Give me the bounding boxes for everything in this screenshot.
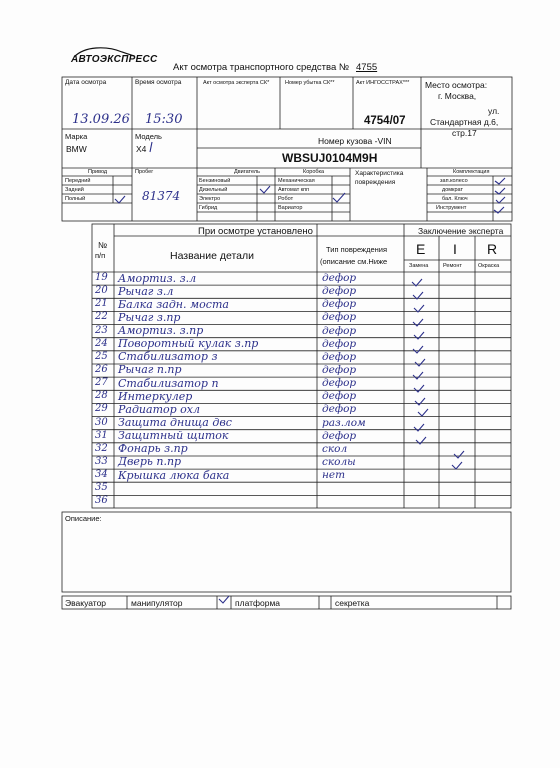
ingos-act-value: 4754/07 [364,115,406,127]
footer-secret: секретка [335,598,370,608]
time-label: Время осмотра [135,79,182,86]
equipment-tools: Инструмент [436,205,467,211]
footer-manipulator: манипулятор [131,598,183,608]
damage-characteristic-label-1: Характеристика [355,170,404,177]
engine-option-diesel: Дизельный [199,187,228,193]
date-value: 13.09.26 [72,112,130,127]
row-number: 29 [95,403,108,415]
engine-label: Двигатель [234,169,260,175]
loss-number-label: Номер убытка СК** [285,80,335,86]
engine-option-electric: Электро [199,196,221,202]
row-number: 31 [95,429,108,441]
vin-label: Номер кузова -VIN [318,136,392,146]
col-damage-type-header-1: Тип повреждения [326,245,388,254]
part-name: Крышка люка бака [118,468,230,482]
drive-option-rear: Задний [65,187,84,193]
time-value: 15:30 [145,112,183,127]
damage-type: дефор [322,403,357,416]
row-number: 33 [95,455,108,467]
gearbox-option-robot: Робот [278,196,294,202]
drive-option-full: Полный [65,196,86,202]
equipment-jack: домкрат [442,187,463,193]
damage-type: дефор [322,324,357,337]
row-number: 26 [95,363,108,375]
ingos-act-label: Акт ИНГОССТРАХ*** [356,80,410,86]
col-part-name-header: Название детали [170,250,254,262]
conclusion-title: Заключение эксперта [418,226,504,236]
gearbox-option-auto: Автомат кпп [278,187,310,193]
drive-option-front: Передний [65,178,91,184]
model-value: X4 [136,144,147,154]
part-name: Амортиз. з.пр [118,324,204,338]
part-name: Защита днища двс [118,416,232,430]
part-name: Амортиз. з.л [118,271,197,285]
damage-type: дефор [322,337,357,350]
col-e-sub: Замена [409,263,429,269]
damage-type: дефор [322,363,357,376]
logo: АВТОЭКСПРЕСС [71,54,158,65]
engine-option-hybrid: Гибрид [199,205,218,211]
act-number: 4755 [356,62,378,73]
damage-type: дефор [322,390,357,403]
row-number: 35 [95,482,108,494]
col-i-header: I [453,241,457,257]
damage-type: дефор [322,350,357,363]
damage-type: дефор [322,272,357,284]
row-number: 22 [95,311,108,323]
engine-option-petrol: Бензиновый [199,178,231,184]
part-name: Поворотный кулак з.пр [118,337,259,351]
date-label: Дата осмотра [65,79,107,86]
mileage-label: Пробег [135,169,154,175]
gearbox-option-cvt: Вариатор [278,205,303,211]
footer-evacuator: Эвакуатор [65,598,107,608]
model-label: Модель [135,132,162,141]
row-number: 21 [95,298,108,310]
expert-act-label: Акт осмотра эксперта СК* [203,80,270,86]
make-value: BMW [66,144,87,154]
part-name: Рычаг з.пр [118,310,181,324]
col-e-header: E [416,241,426,257]
row-number: 34 [95,469,108,481]
col-damage-type-header-2: (описание см.Ниже [320,257,388,266]
row-number: 23 [95,324,108,336]
place-city: г. Москва, [438,91,477,101]
footer-platform: платформа [235,598,281,608]
part-name: Дверь п.пр [118,455,182,469]
damage-type: раз.лом [322,416,366,429]
damage-type: дефор [322,298,357,311]
row-number: 32 [95,442,108,454]
place-street: Стандартная д.6, [430,117,499,127]
equipment-wheel-key: бал. Ключ [442,196,468,202]
row-number: 30 [95,416,108,428]
part-name: Радиатор охл [118,402,200,416]
row-number: 36 [95,495,108,507]
col-r-header: R [487,241,498,257]
row-number: 27 [95,377,108,389]
vin-value: WBSUJ0104M9H [282,151,378,165]
gearbox-label: Коробка [303,169,325,175]
equipment-spare-wheel: зап.колесо [440,178,468,184]
drive-label: Привод [88,169,108,175]
part-name: Стабилизатор з [118,350,218,364]
damage-type: дефор [322,311,357,324]
col-num-header-2: п/п [95,251,106,260]
part-name: Рычаг п.пр [118,363,182,377]
damage-type: дефор [322,377,357,390]
place-building: стр.17 [452,128,477,138]
description-label: Описание: [65,514,102,523]
make-label: Марка [65,132,88,141]
col-i-sub: Ремонт [443,263,462,269]
section-title: При осмотре установлено [198,226,313,237]
part-name: Защитный щиток [118,429,229,443]
row-number: 24 [95,337,108,349]
row-number: 20 [95,285,108,297]
part-name: Фонарь з.пр [118,442,188,456]
part-name: Интеркулер [118,389,193,403]
col-num-header-1: № [98,240,108,250]
mileage-value: 81374 [142,189,181,203]
document-title: Акт осмотра транспортного средства № [173,62,350,73]
row-number: 19 [95,272,108,283]
part-name: Стабилизатор п [118,376,219,390]
place-street-prefix: ул. [488,106,500,116]
gearbox-option-manual: Механическая [278,178,315,184]
part-name: Рычаг з.л [118,284,174,298]
damage-type: скол [322,442,348,455]
damage-type: дефор [322,429,357,442]
damage-type: нет [322,469,346,482]
row-number: 25 [95,350,108,362]
col-r-sub: Окраска [478,263,500,269]
row-number: 28 [95,390,108,402]
damage-type: дефор [322,285,357,298]
part-name: Балка задн. моста [118,297,229,311]
place-label: Место осмотра: [425,80,488,90]
equipment-label: Комплектация [453,169,490,175]
damage-type: сколы [322,455,356,468]
damage-characteristic-label-2: повреждения [355,179,396,186]
